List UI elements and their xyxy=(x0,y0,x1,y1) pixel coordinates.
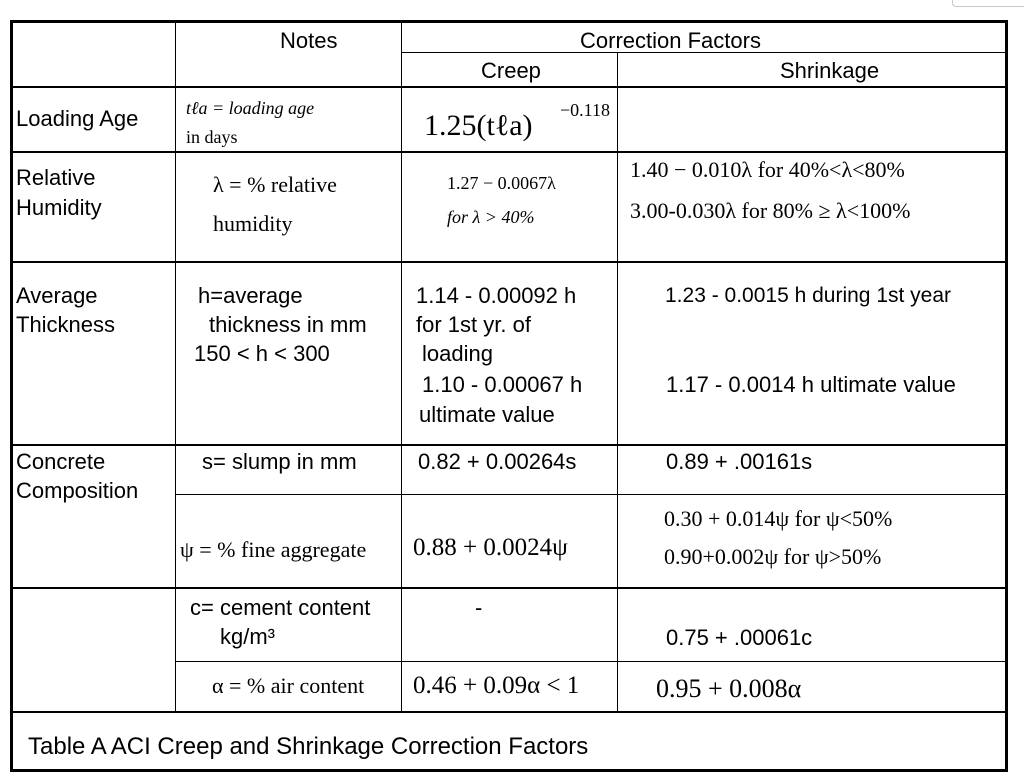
fine-aggregate-shrinkage-line2: 0.90+0.002ψ for ψ>50% xyxy=(664,544,882,569)
rule-row3-bottom xyxy=(12,444,1007,446)
rule-fine-bottom xyxy=(12,587,1007,589)
humidity-creep-line1: 1.27 − 0.0067λ xyxy=(447,173,556,193)
air-shrinkage: 0.95 + 0.008α xyxy=(656,674,802,703)
thickness-creep-line4: 1.10 - 0.00067 h xyxy=(422,372,583,397)
rule-col2-right xyxy=(401,22,402,711)
thickness-note-line3: 150 < h < 300 xyxy=(194,341,330,366)
thickness-note-line1: h=average xyxy=(198,283,303,308)
slump-shrinkage: 0.89 + .00161s xyxy=(666,449,813,474)
humidity-note-line2: humidity xyxy=(213,211,293,236)
loading-age-creep-exponent: −0.118 xyxy=(560,100,610,120)
composition-label-line2: Composition xyxy=(16,478,139,503)
loading-age-label: Loading Age xyxy=(16,106,139,131)
rule-col1-right xyxy=(175,22,176,711)
humidity-label-line1: Relative xyxy=(16,165,96,190)
thickness-shrinkage-line1: 1.23 - 0.0015 h during 1st year xyxy=(665,284,952,307)
thickness-shrinkage-line2: 1.17 - 0.0014 h ultimate value xyxy=(666,372,956,397)
loading-age-note-line1: tℓa = loading age xyxy=(186,98,315,118)
slump-note: s= slump in mm xyxy=(202,449,357,474)
humidity-shrinkage-line2: 3.00-0.030λ for 80% ≥ λ<100% xyxy=(630,198,911,223)
slump-creep: 0.82 + 0.00264s xyxy=(418,449,577,474)
fine-aggregate-note: ψ = % fine aggregate xyxy=(180,537,367,562)
header-creep: Creep xyxy=(481,58,541,83)
cement-creep: - xyxy=(475,595,483,620)
loading-age-note-line2: in days xyxy=(186,127,238,147)
cement-note-line2: kg/m³ xyxy=(220,624,275,649)
thickness-creep-line1: 1.14 - 0.00092 h xyxy=(416,283,577,308)
humidity-label-line2: Humidity xyxy=(16,195,102,220)
cement-shrinkage: 0.75 + .00061c xyxy=(666,625,813,650)
humidity-shrinkage-line1: 1.40 − 0.010λ for 40%<λ<80% xyxy=(630,157,905,182)
rule-col3-right xyxy=(617,52,618,711)
thickness-creep-line5: ultimate value xyxy=(419,402,555,427)
rule-header-bottom xyxy=(12,86,1007,88)
table-caption: Table A ACI Creep and Shrinkage Correction Factors xyxy=(28,733,589,760)
header-notes: Notes xyxy=(280,28,338,53)
header-correction-factors: Correction Factors xyxy=(580,28,761,53)
header-shrinkage: Shrinkage xyxy=(780,58,880,83)
cement-note-line1: c= cement content xyxy=(190,595,371,620)
loading-age-creep: 1.25(tℓa) xyxy=(424,109,533,142)
rule-cement-bottom xyxy=(175,661,1007,662)
thickness-creep-line2: for 1st yr. of xyxy=(416,312,531,337)
humidity-creep-line2: for λ > 40% xyxy=(447,207,535,227)
thickness-label-line1: Average xyxy=(16,283,98,308)
humidity-note-line1: λ = % relative xyxy=(213,172,337,197)
fine-aggregate-shrinkage-line1: 0.30 + 0.014ψ for ψ<50% xyxy=(664,506,893,531)
rule-row1-bottom xyxy=(12,151,1007,153)
thickness-creep-line3: loading xyxy=(422,341,493,366)
rule-table-bottom xyxy=(12,711,1007,713)
composition-label-line1: Concrete xyxy=(16,449,106,474)
thickness-label-line2: Thickness xyxy=(16,312,116,337)
fine-aggregate-creep: 0.88 + 0.0024ψ xyxy=(413,534,568,561)
window-corner xyxy=(952,0,1024,7)
thickness-note-line2: thickness in mm xyxy=(209,312,367,337)
air-note: α = % air content xyxy=(212,673,365,698)
rule-slump-bottom xyxy=(175,494,1007,495)
rule-row2-bottom xyxy=(12,261,1007,263)
air-creep: 0.46 + 0.09α < 1 xyxy=(413,672,580,699)
